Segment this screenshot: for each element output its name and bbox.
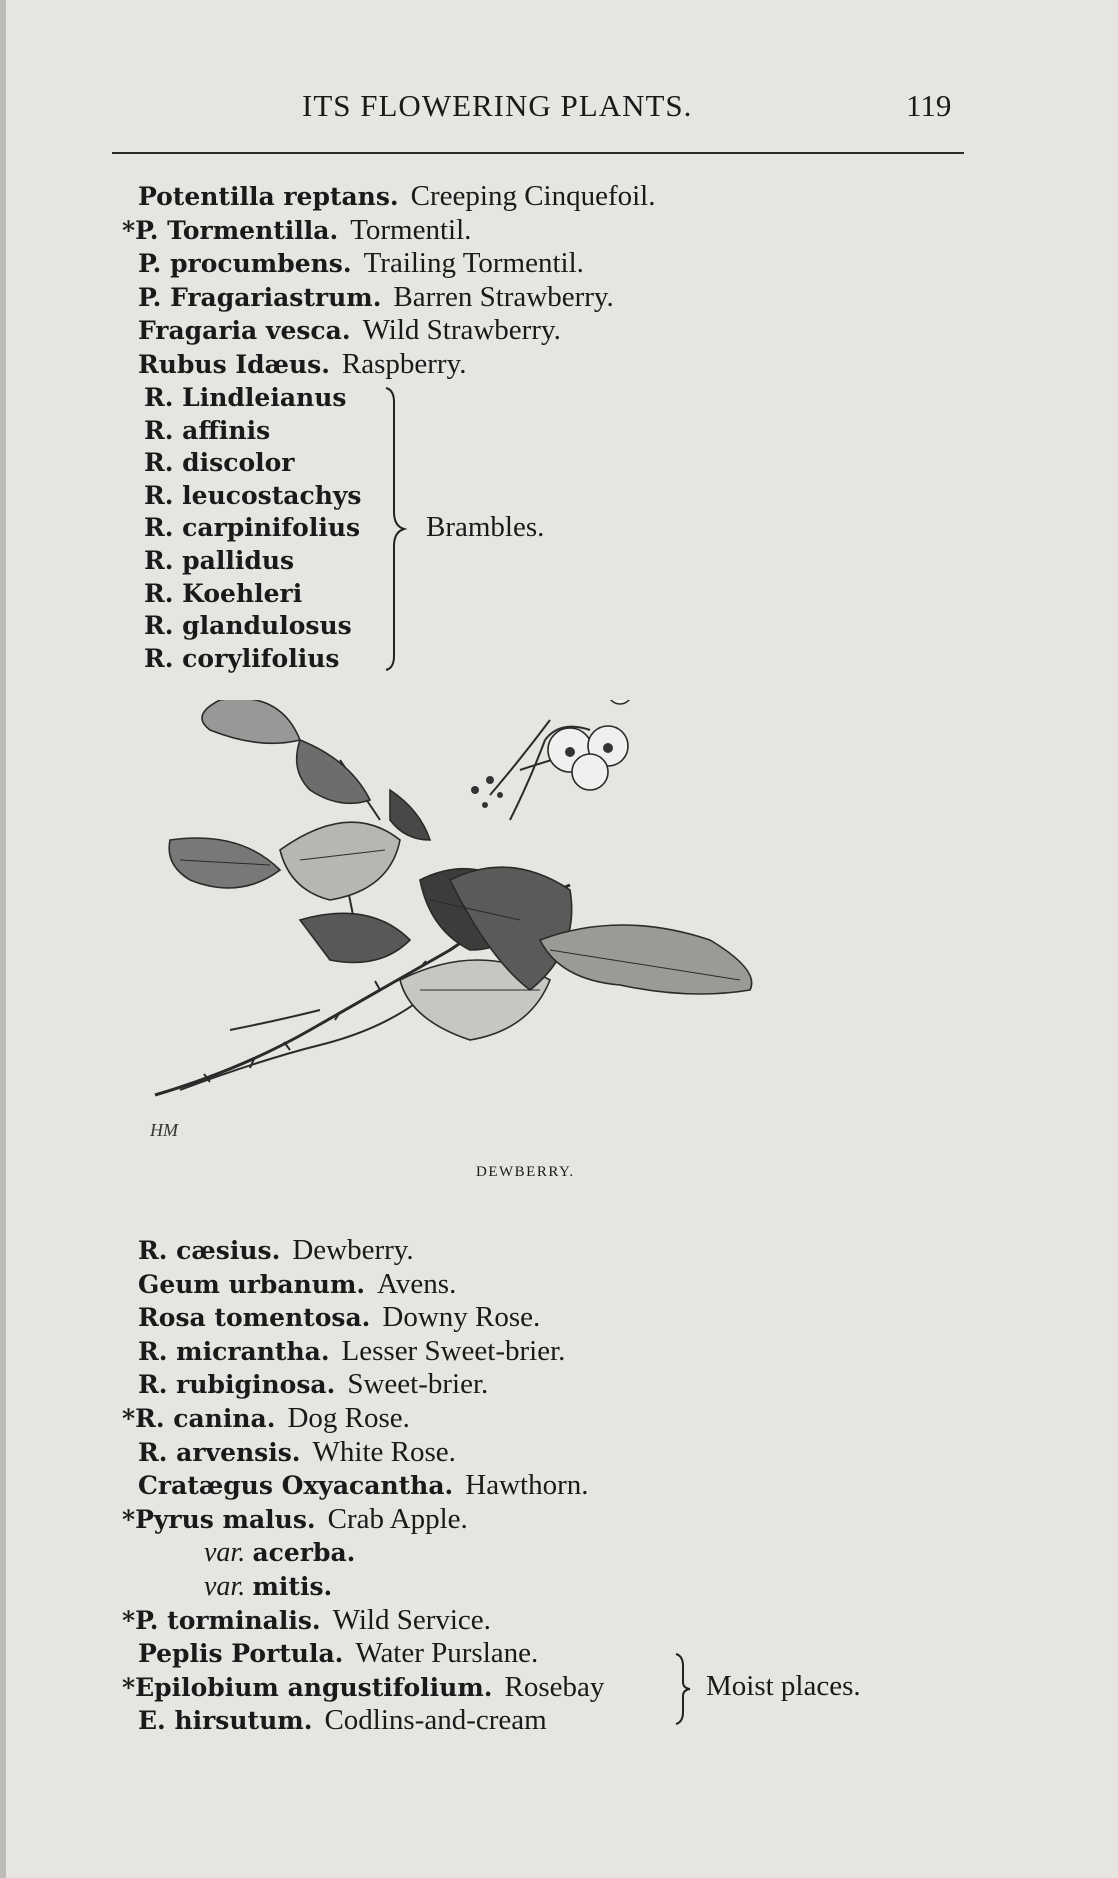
species-entry [138,1436,604,1470]
species-list-bottom [122,1234,605,1738]
common-name: Wild Service. [332,1603,491,1636]
bramble-entry: R. corylifolius [144,643,340,673]
bramble-entry: R. Lindleianus [144,383,347,412]
species-entry [138,1268,604,1302]
latin-name: P. Fragariastrum. [138,282,382,312]
bramble-entry: R. carpinifolius [144,513,361,543]
illustration-caption: DEWBERRY. [476,1164,575,1180]
species-entry [122,1604,604,1638]
latin-name: acerba. [252,1538,356,1568]
star-marker: * [122,1605,136,1635]
species-entry [122,1402,604,1436]
brambles-label: Brambles. [426,511,545,543]
common-name: Water Purslane. [355,1637,539,1670]
bramble-brace-icon [382,384,412,674]
common-name: Rosebay [504,1670,605,1703]
species-list-top [122,180,656,382]
bramble-entry: R. discolor [144,448,295,478]
latin-name: P. torminalis. [135,1605,321,1635]
species-entry [122,214,655,248]
common-name: Hawthorn. [465,1469,589,1502]
dewberry-illustration [150,700,910,1145]
running-head: ITS FLOWERING PLANTS. [302,88,693,123]
common-name: Lesser Sweet-brier. [341,1334,566,1367]
common-name: Creeping Cinquefoil. [410,180,656,212]
species-entry [122,1671,604,1705]
latin-name: Epilobium angustifolium. [135,1672,493,1702]
latin-name: Pyrus malus. [135,1504,316,1534]
species-entry [138,1637,604,1671]
latin-name: R. cæsius. [138,1236,281,1265]
common-name: White Rose. [312,1435,456,1468]
species-entry [138,1469,604,1503]
species-entry [138,1335,604,1369]
latin-name: E. hirsutum. [138,1706,313,1736]
latin-name: Cratægus Oxyacantha. [138,1471,454,1501]
common-name: Downy Rose. [382,1301,541,1334]
variety-entry [138,1536,604,1570]
moist-places-label: Moist places. [706,1670,861,1702]
common-name: Crab Apple. [327,1502,468,1535]
species-entry [138,180,655,214]
species-entry [122,1503,604,1537]
latin-name: mitis. [252,1571,333,1601]
species-entry [138,1704,604,1738]
common-name: Barren Strawberry. [393,280,614,313]
artist-monogram: HM [150,1120,178,1140]
bramble-entry: R. pallidus [144,545,295,575]
latin-name: Rubus Idæus. [138,349,330,379]
common-name: Tormentil. [350,213,472,246]
bramble-entry: R. Koehleri [144,578,303,608]
species-entry [138,314,655,348]
variety-entry [138,1570,604,1604]
moist-brace-icon [672,1652,696,1726]
latin-name: R. micrantha. [138,1336,330,1366]
star-marker: * [122,1403,136,1433]
brambles-list [144,382,361,675]
latin-name: R. arvensis. [138,1437,301,1467]
latin-name: R. canina. [135,1403,276,1433]
species-entry [138,1368,604,1402]
latin-name: Fragaria vesca. [138,316,351,346]
latin-name: R. rubiginosa. [138,1370,336,1400]
species-entry [138,1234,604,1268]
star-marker: * [122,215,136,245]
latin-name: Potentilla reptans. [138,182,399,211]
latin-name: Peplis Portula. [138,1639,344,1669]
common-name: Avens. [377,1267,457,1300]
bramble-entry: R. leucostachys [144,480,362,510]
species-entry [138,247,655,281]
common-name: Wild Strawberry. [362,314,561,347]
latin-name: Geum urbanum. [138,1269,366,1299]
variety-marker: var. [204,1537,246,1569]
common-name: Sweet-brier. [347,1368,489,1401]
page-number: 119 [906,88,952,123]
species-entry [138,1301,604,1335]
latin-name: P. procumbens. [138,249,352,279]
common-name: Dog Rose. [287,1401,410,1434]
bramble-entry: R. glandulosus [144,611,352,641]
species-entry [138,348,655,382]
common-name: Trailing Tormentil. [363,247,584,280]
star-marker: * [122,1504,136,1534]
common-name: Codlins-and-cream [324,1704,547,1737]
page-header [0,88,1118,128]
common-name: Dewberry. [292,1234,414,1266]
common-name: Raspberry. [341,347,467,380]
species-entry [138,281,655,315]
latin-name: Rosa tomentosa. [138,1303,371,1333]
bramble-entry: R. affinis [144,415,271,445]
header-rule [112,152,964,154]
page-edge-shadow [0,0,6,1878]
star-marker: * [122,1672,136,1702]
variety-marker: var. [204,1570,246,1602]
latin-name: P. Tormentilla. [135,215,339,245]
